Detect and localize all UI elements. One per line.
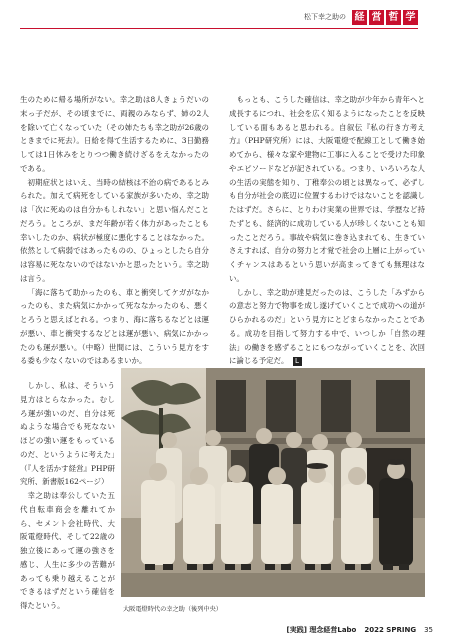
series-label: 松下幸之助の [304, 13, 346, 21]
paragraph: しかし、私は、そういう見方はとらなかった。むしろ運が強いのだ、自分は死ぬような場合でも死なないほどの強い運をもっているのだ、というように考えた」（『人を活かす経営』PHP研究所、新書版162ページ） [20, 381, 115, 487]
article-column-right [229, 93, 425, 368]
header-rule [20, 28, 418, 29]
paragraph: 初期症状とはいえ、当時の結核は不治の病であるとみられた。加えて病死をしている家族が多いため、幸之助は「次に死ぬのは自分かもしれない」と思い悩んだことだろう。ところが、まだ年齢が若く体力があったことも幸いしたのか、病状が極度に悪化することはなかった。依然として病弱ではあったものの、ひょっとしたら自分は容易に死なないのではないかと思ったという。幸之助は言う。 [20, 177, 209, 283]
logo-char: 哲 [386, 10, 401, 25]
page-footer [287, 625, 433, 635]
paragraph: 「海に落ちて助かったのも、車と衝突してケガがなかったのも、また病気にかかって死ななかったのも、悪くとろうと思えばとれる。つまり、海に落ちるなどとは運が悪い、車と衝突するなどとは運が悪い、病気にかかったのも運が悪い。（中略）世間には、こういう見方をする委も少なくないのではあるまいか。 [20, 287, 209, 366]
magazine-title: [実践] 理念経営Labo [286, 626, 357, 634]
article-column-narrow [20, 379, 115, 613]
logo-char: 学 [403, 10, 418, 25]
paragraph: もっとも、こうした確信は、幸之助が少年から青年へと成長するにつれ、社会を広く知るようになったことを反映している面もあると思われる。自叙伝『私の行き方考え方』（PHP研究所）には、大阪電燈で配線工として働き始めてから、様々な家や建物に工事に入ることで受けた印象やエピソードなどが記されている。つまり、いろいろな人の生活の実態を知り、丁稚奉公の頃とは異なって、必ずしも自分が社会の底辺に位置するわけではないことを認識したはずだ。さらに、とりわけ実業の世界では、学歴など持たずとも、経済的に成功している人が珍しくないことも知ったことだろう。事故や病気に巻き込まれても、生きていさえすれば、自分の努力と才覚で社会の上層に上がっていくチャンスはあるという思いが高まってきても無理はない。 [229, 95, 425, 283]
photo-caption: 大阪電燈時代の幸之助（後列中央） [123, 606, 222, 613]
logo-char: 営 [369, 10, 384, 25]
article-column-left [20, 93, 209, 368]
paragraph-text: しかし、幸之助が達見だったのは、こうした「みずからの意志と努力で物事を成し遂げていくことで成功への道がひらかれるのだ」という見方にとどまらなかったことである。成功を目指して努力する中で、いつしか「自然の理法」の働きを感ずることにもつながっていくことを、次回に論じる予定だ。 [229, 287, 425, 366]
end-mark: L [293, 357, 302, 366]
paragraph-final [229, 286, 425, 369]
logo-char: 経 [352, 10, 367, 25]
issue-label: 2022 SPRING [364, 626, 417, 634]
paragraph: 幸之助は奉公していた五代自転車商会を離れてから、セメント会社時代、大阪電燈時代、そして22歳の独立後にあって運の強さを感じ、人生に多少の苦難があっても乗り越えることができるはずだという確信を得たという。 [20, 491, 115, 610]
page-number: 35 [424, 626, 433, 634]
historical-photo [121, 368, 425, 597]
page-header [304, 8, 418, 26]
paragraph: 生のために帰る場所がない。幸之助は8人きょうだいの末っ子だが、その頃までに、両親のみならず、姉の2人を除いて亡くなっていた（その姉たちも幸之助が26歳のときまでに死去）。日給を得て生活するために、3日勤務しては1日休みをとりつつ働き続けざるをえなかったのである。 [20, 95, 209, 173]
